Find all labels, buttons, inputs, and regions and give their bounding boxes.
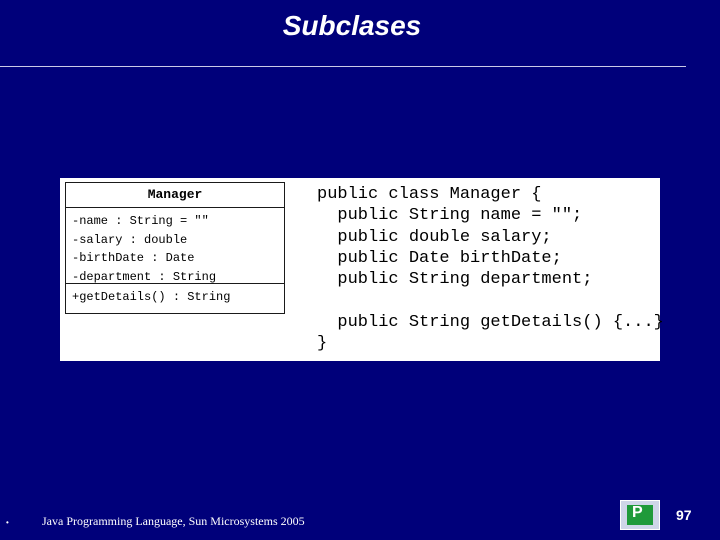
code-figure [60, 178, 664, 361]
uml-operations [66, 284, 284, 311]
title-divider [0, 66, 686, 67]
uml-attributes [66, 208, 284, 284]
uml-attribute: -salary : double [72, 232, 188, 247]
code-line: public Date birthDate; [317, 248, 562, 268]
code-line [317, 290, 664, 311]
code-line: public String name = ""; [317, 206, 583, 226]
uml-attribute: -department : String [72, 269, 217, 284]
logo-letter: P [632, 504, 643, 521]
page-number: 97 [676, 507, 692, 523]
uml-attribute: -name : String = "" [72, 214, 209, 228]
uml-class-name: Manager [66, 183, 284, 208]
code-line: public double salary; [317, 227, 552, 247]
code-line: public String getDetails() {...} [317, 312, 664, 332]
footer-bullet: • [6, 518, 9, 527]
code-line: } [317, 334, 328, 354]
uml-operation: +getDetails() : String [72, 290, 231, 304]
uml-attribute: -birthDate : Date [72, 251, 195, 265]
uml-class-box [65, 182, 285, 314]
presentation-logo-icon [620, 500, 660, 530]
slide-title: Subclases [282, 10, 422, 41]
code-line: public String department; [317, 270, 593, 290]
java-code-block [317, 184, 664, 354]
code-line: public class Manager { [317, 185, 542, 204]
footer-source-text: Java Programming Language, Sun Microsystems 2005 [42, 514, 305, 528]
